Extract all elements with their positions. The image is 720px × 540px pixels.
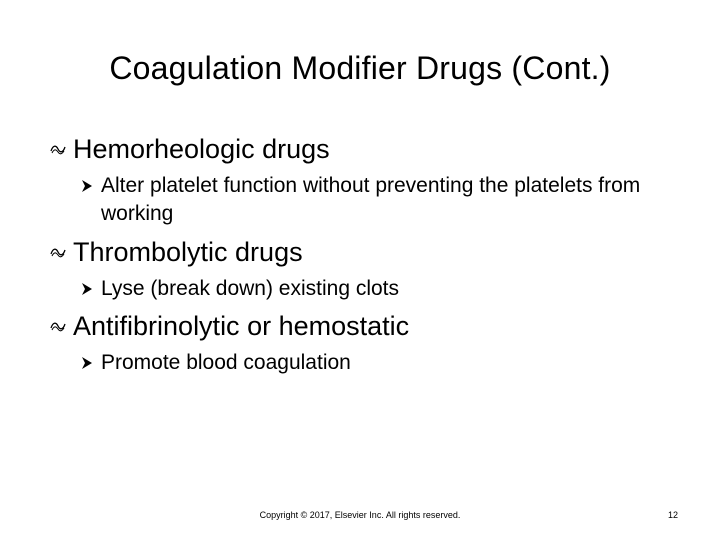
arrowhead-bullet-icon: [81, 179, 93, 193]
page-number: 12: [667, 510, 678, 520]
bullet-label: Antifibrinolytic or hemostatic: [73, 311, 410, 341]
flourish-bullet-icon: [50, 320, 66, 332]
sub-bullet-label: Lyse (break down) existing clots: [101, 277, 400, 300]
bullet-label: Thrombolytic drugs: [73, 237, 303, 267]
bullet-antifibrinolytic: [50, 308, 670, 344]
bullet-label: Hemorheologic drugs: [73, 134, 330, 164]
arrowhead-bullet-icon: [81, 282, 93, 296]
copyright-footer: Copyright © 2017, Elsevier Inc. All rights reserved.: [259, 510, 461, 520]
flourish-bullet-icon: [50, 246, 66, 258]
sub-bullet-label: Promote blood coagulation: [101, 351, 351, 374]
bullet-thrombolytic: [50, 234, 670, 270]
sub-bullet-label: Alter platelet function without preventing the platelets from working: [101, 174, 641, 225]
arrowhead-bullet-icon: [81, 356, 93, 370]
flourish-bullet-icon: [50, 143, 66, 155]
bullet-hemorheologic: [50, 131, 670, 167]
slide-title: Coagulation Modifier Drugs (Cont.): [109, 50, 611, 86]
